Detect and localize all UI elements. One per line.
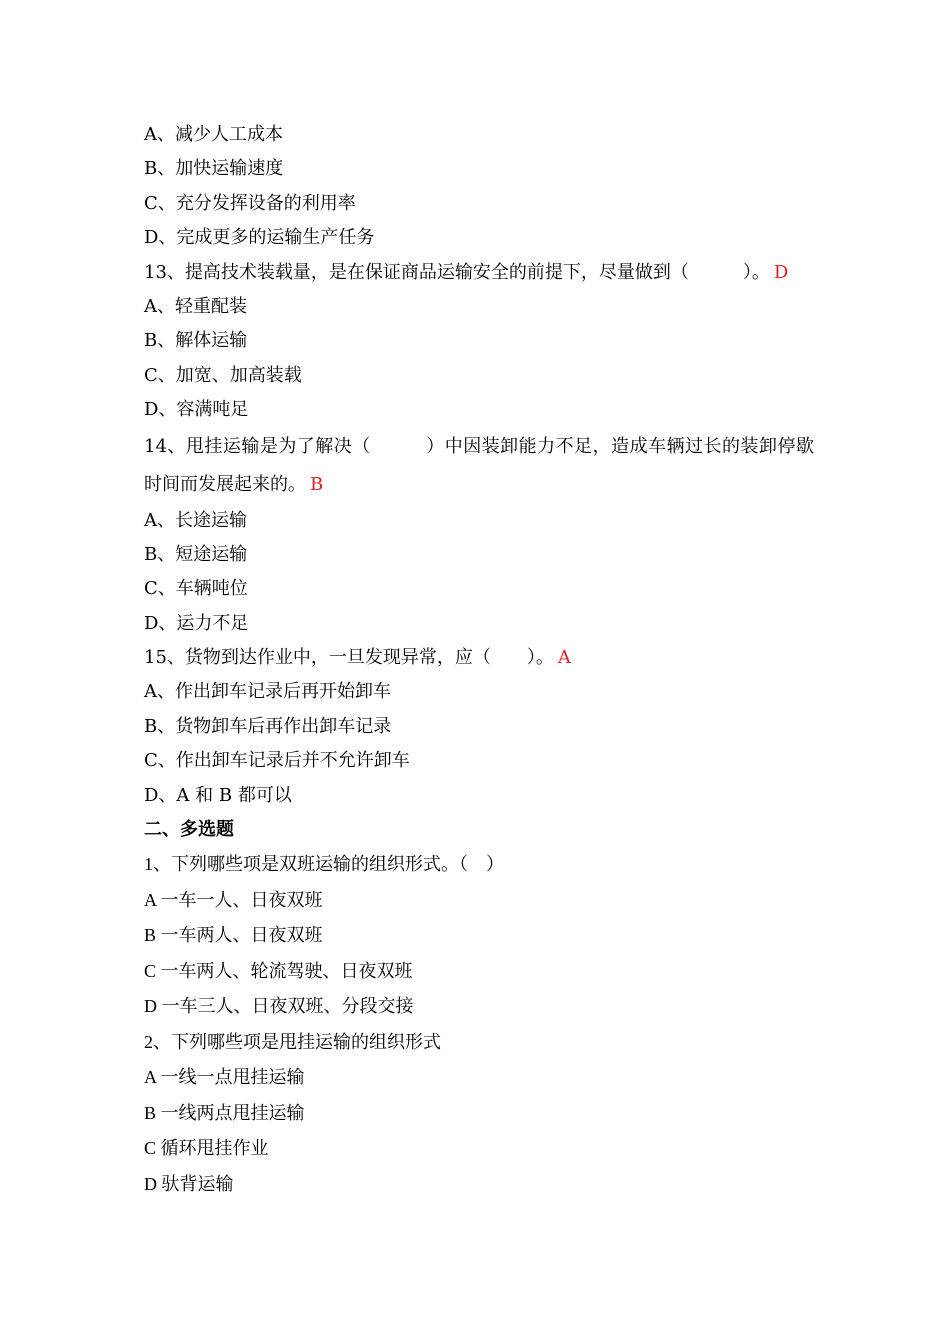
mc2-option-c: C 循环甩挂作业	[144, 1138, 269, 1159]
multiple-choice-block	[144, 847, 814, 1202]
q12-option-c: C、充分发挥设备的利用率	[144, 192, 356, 214]
mc2-option-b: B 一线两点甩挂运输	[144, 1102, 305, 1123]
q13-text: 13、提高技术装载量，是在保证商品运输安全的前提下，尽量做到（ ）。	[144, 261, 770, 283]
q13-option-b: B、解体运输	[144, 330, 248, 352]
mc1-option-a: A 一车一人、日夜双班	[144, 889, 323, 910]
mc2-question: 2、下列哪些项是甩挂运输的组织形式	[144, 1031, 441, 1052]
q14-option-d: D、运力不足	[144, 612, 249, 634]
q14-answer: B	[310, 473, 324, 495]
q15-text: 15、货物到达作业中，一旦发现异常，应（ ）。	[144, 647, 554, 669]
q13-option-c: C、加宽、加高装载	[144, 364, 302, 386]
q15-option-a: A、作出卸车记录后再开始卸车	[144, 681, 391, 703]
mc1-question: 1、下列哪些项是双班运输的组织形式。（ ）	[144, 854, 504, 875]
q12-option-b: B、加快运输速度	[144, 158, 284, 180]
q15-option-d: D、A 和 B 都可以	[144, 784, 292, 806]
mc1-option-d: D 一车三人、日夜双班、分段交接	[144, 996, 414, 1017]
mc1-option-c: C 一车两人、轮流驾驶、日夜双班	[144, 960, 413, 981]
mc2-option-d: D 驮背运输	[144, 1173, 234, 1194]
q12-option-a: A、减少人工成本	[144, 124, 283, 145]
q13-option-a: A、轻重配装	[144, 295, 247, 317]
mc2-option-a: A 一线一点甩挂运输	[144, 1067, 305, 1088]
mc1-option-b: B 一车两人、日夜双班	[144, 925, 323, 946]
section-heading-multiple-choice: 二、多选题	[144, 819, 234, 841]
document-page	[144, 118, 814, 1202]
q14-option-a: A、长途运输	[144, 509, 247, 531]
q15-answer: A	[557, 647, 571, 669]
q13-question	[144, 256, 814, 290]
q14-question	[144, 428, 814, 504]
q15-option-c: C、作出卸车记录后并不允许卸车	[144, 750, 410, 772]
q12-option-d: D、完成更多的运输生产任务	[144, 227, 375, 249]
q15-question	[144, 641, 814, 675]
q13-option-d: D、容满吨足	[144, 399, 249, 421]
q15-option-b: B、货物卸车后再作出卸车记录	[144, 715, 392, 737]
q14-option-b: B、短途运输	[144, 543, 248, 565]
q14-text: 14、甩挂运输是为了解决（ ）中因装卸能力不足，造成车辆过长的装卸停歇时间而发展起来的。	[144, 435, 814, 495]
q13-answer: D	[773, 261, 789, 283]
q14-option-c: C、车辆吨位	[144, 578, 248, 600]
